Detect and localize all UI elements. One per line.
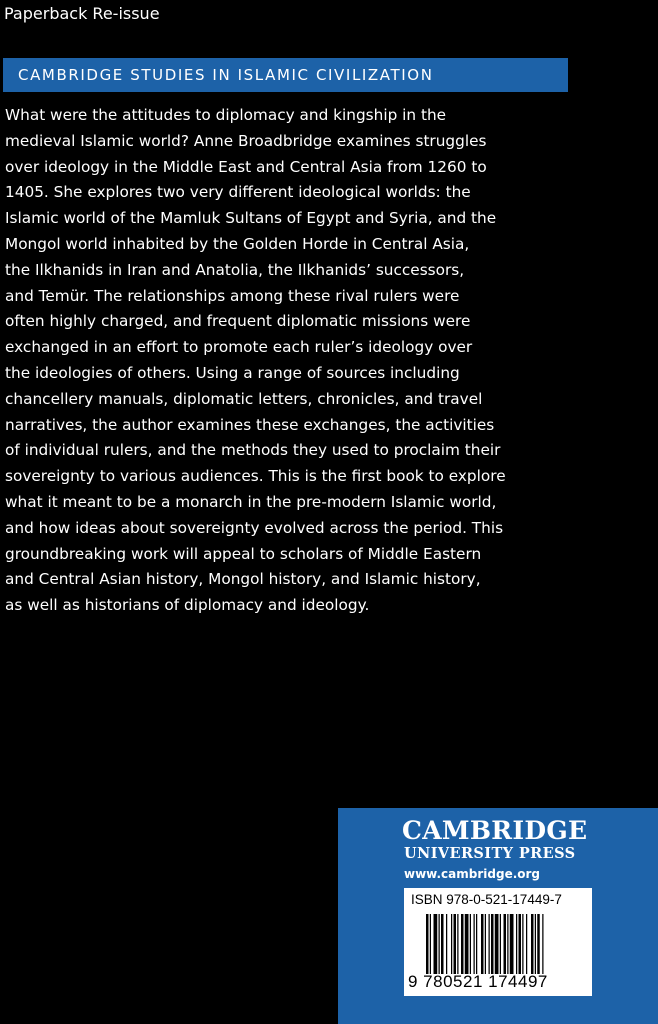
publisher-logo-subname: UNIVERSITY PRESS — [404, 845, 576, 862]
description-line: and Central Asian history, Mongol history, and Islamic history, — [5, 570, 481, 589]
series-title-band: CAMBRIDGE STUDIES IN ISLAMIC CIVILIZATION — [3, 58, 568, 92]
description-line: as well as historians of diplomacy and ideology. — [5, 596, 370, 615]
description-line: and how ideas about sovereignty evolved across the period. This — [5, 518, 504, 537]
publisher-url: www.cambridge.org — [404, 867, 541, 881]
description-line: Islamic world of the Mamluk Sultans of Egypt and Syria, and the — [5, 209, 497, 228]
description-line: sovereignty to various audiences. This is the first book to explore — [5, 467, 506, 486]
barcode-digits: 9 780521 174497 — [408, 972, 548, 991]
description-line: and Temür. The relationships among these rival rulers were — [5, 286, 460, 305]
description-line: What were the attitudes to diplomacy and kingship in the — [5, 106, 447, 124]
description-line: exchanged in an effort to promote each ruler’s ideology over — [5, 338, 473, 357]
description-line: narratives, the author examines these exchanges, the activities — [5, 415, 495, 434]
description-line: the Ilkhanids in Iran and Anatolia, the Ilkhanids’ successors, — [5, 260, 465, 279]
barcode-graphic — [426, 914, 586, 974]
publisher-panel — [338, 808, 658, 1024]
description-line: often highly charged, and frequent diplomatic missions were — [5, 312, 471, 331]
description-line: the ideologies of others. Using a range of sources including — [5, 363, 460, 382]
isbn-barcode-box — [404, 888, 592, 996]
description-line: over ideology in the Middle East and Central Asia from 1260 to — [5, 157, 487, 176]
description-line: of individual rulers, and the methods they used to proclaim their — [5, 441, 501, 460]
description-line: what it meant to be a monarch in the pre-modern Islamic world, — [5, 492, 497, 511]
description-line: chancellery manuals, diplomatic letters, chronicles, and travel — [5, 389, 483, 408]
publisher-logo-name: CAMBRIDGE — [402, 816, 588, 845]
book-description — [5, 103, 655, 619]
isbn-label: ISBN 978-0-521-17449-7 — [411, 892, 562, 907]
description-line: groundbreaking work will appeal to scholars of Middle Eastern — [5, 544, 482, 563]
description-line: Mongol world inhabited by the Golden Horde in Central Asia, — [5, 234, 470, 253]
description-line: 1405. She explores two very different ideological worlds: the — [5, 183, 471, 202]
edition-label: Paperback Re-issue — [4, 4, 160, 23]
description-line: medieval Islamic world? Anne Broadbridge examines struggles — [5, 131, 487, 150]
